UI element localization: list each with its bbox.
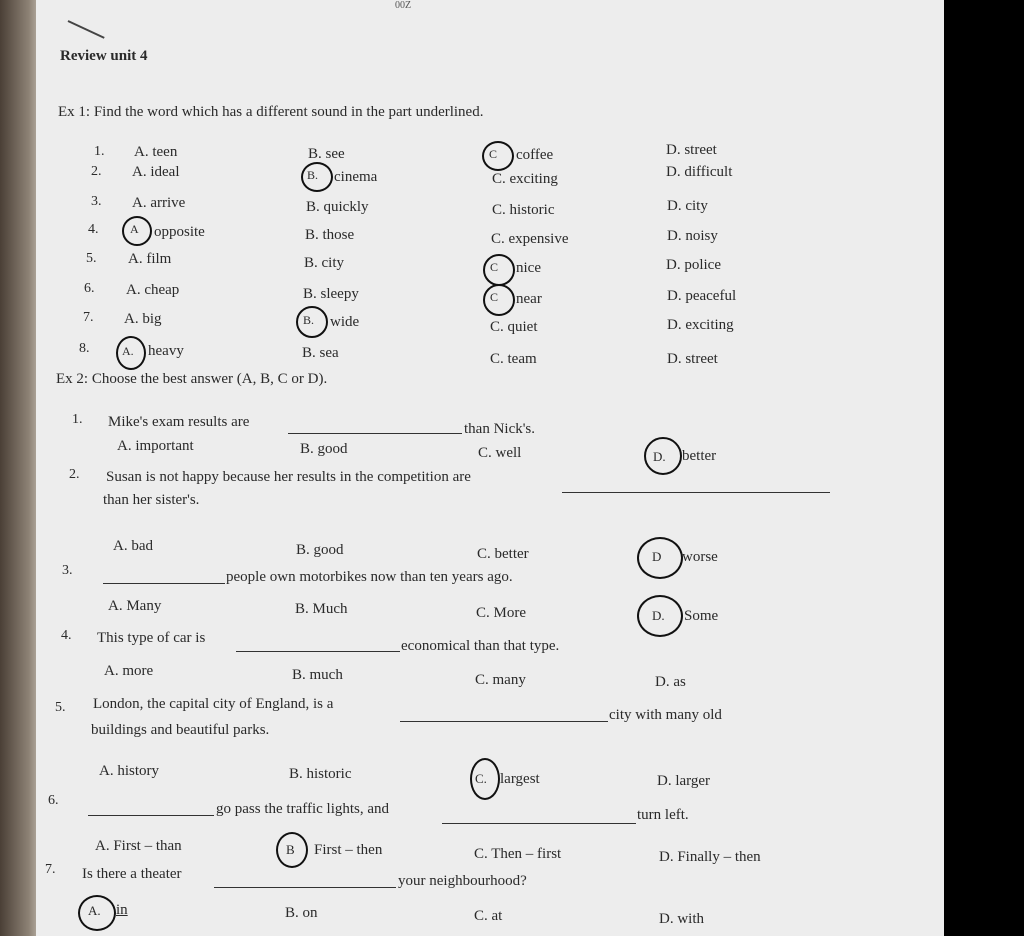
q2-option-d-letter: D xyxy=(652,549,662,564)
q6-text-post: turn left. xyxy=(637,807,689,823)
q6-text-mid: go pass the traffic lights, and xyxy=(216,801,390,817)
q5-option-d: D. larger xyxy=(657,773,711,789)
ex1-row5-number: 5. xyxy=(86,251,97,266)
ex1-row4-option-b: B. those xyxy=(305,227,355,243)
q1-option-b: B. good xyxy=(300,441,348,457)
ex1-row5-option-c-letter: C xyxy=(490,260,499,274)
q3-blank xyxy=(103,583,225,584)
answer-circle xyxy=(483,254,515,286)
ex1-row2-option-b: cinema xyxy=(334,169,378,185)
ex1-row6-option-b: B. sleepy xyxy=(303,286,359,302)
q4-blank xyxy=(236,651,400,652)
q4-number: 4. xyxy=(61,628,72,643)
q1-text-pre: Mike's exam results are xyxy=(108,414,250,430)
q7-option-a-letter: A. xyxy=(88,903,101,918)
q4-text-pre: This type of car is xyxy=(97,630,206,646)
q7-option-d: D. with xyxy=(659,911,704,927)
q5-option-b: B. historic xyxy=(289,766,352,782)
ex1-row6-option-c: near xyxy=(516,291,542,307)
ex1-row2-option-a: A. ideal xyxy=(132,164,180,180)
q7-text-post: your neighbourhood? xyxy=(398,873,527,889)
q5-number: 5. xyxy=(55,700,66,715)
q1-option-d: better xyxy=(682,448,717,464)
q2-option-b: B. good xyxy=(296,542,344,558)
q3-option-c: C. More xyxy=(476,605,526,621)
ex1-row2-option-c: C. exciting xyxy=(492,171,558,187)
ex1-row1-option-a: A. teen xyxy=(134,144,178,160)
ex1-row5-option-a: A. film xyxy=(128,251,172,267)
q4-text-post: economical than that type. xyxy=(401,638,560,654)
ex1-row7-number: 7. xyxy=(83,310,94,325)
q4-option-d: D. as xyxy=(655,674,686,690)
q4-option-a: A. more xyxy=(104,663,154,679)
ex1-row2-option-d: D. difficult xyxy=(666,164,733,180)
q5-text-line1: London, the capital city of England, is a xyxy=(93,696,334,712)
q2-option-a: A. bad xyxy=(113,538,153,554)
q5-text-line1-post: city with many old xyxy=(609,707,722,723)
q2-text-line2: than her sister's. xyxy=(103,492,200,508)
q1-blank xyxy=(288,433,462,434)
ex1-row8-option-a: heavy xyxy=(148,343,184,359)
ex1-row7-option-d: D. exciting xyxy=(667,317,734,333)
ex1-row3-option-c: C. historic xyxy=(492,202,555,218)
q7-option-b: B. on xyxy=(285,905,318,921)
q6-blank-2 xyxy=(442,823,636,824)
q6-number: 6. xyxy=(48,793,59,808)
q6-blank-1 xyxy=(88,815,214,816)
ex1-row3-option-d: D. city xyxy=(667,198,708,214)
q5-option-c: largest xyxy=(500,771,540,787)
ex1-row1-number: 1. xyxy=(94,144,105,159)
q2-text-line1: Susan is not happy because her results in the competition are xyxy=(106,469,471,485)
ex1-row4-option-a: opposite xyxy=(154,224,205,240)
ex1-row3-option-b: B. quickly xyxy=(306,199,369,215)
q6-option-d: D. Finally – then xyxy=(659,849,761,865)
q2-option-c: C. better xyxy=(477,546,529,562)
q3-option-a: A. Many xyxy=(108,598,162,614)
ex1-row5-option-c: nice xyxy=(516,260,541,276)
ex1-row6-option-a: A. cheap xyxy=(126,282,180,298)
q6-option-c: C. Then – first xyxy=(474,846,562,862)
ex1-row8-option-a-letter: A. xyxy=(122,344,134,358)
ex1-heading: Ex 1: Find the word which has a different sound in the part underlined. xyxy=(58,104,484,120)
q5-blank xyxy=(400,721,608,722)
ex2-heading: Ex 2: Choose the best answer (A, B, C or D). xyxy=(56,371,328,387)
ex1-row3-number: 3. xyxy=(91,194,102,209)
q6-option-b-letter: B xyxy=(286,842,295,857)
ex1-row8-number: 8. xyxy=(79,341,90,356)
q6-option-a: A. First – than xyxy=(95,838,182,854)
q7-blank xyxy=(214,887,396,888)
q2-blank xyxy=(562,492,830,493)
ex1-row7-option-b: wide xyxy=(330,314,360,330)
ex1-row1-option-d: D. street xyxy=(666,142,717,158)
answer-circle xyxy=(482,141,514,171)
q7-text-pre: Is there a theater xyxy=(82,866,182,882)
ex1-row4-number: 4. xyxy=(88,222,99,237)
q3-text-post: people own motorbikes now than ten years ago. xyxy=(226,569,513,585)
q1-option-a: A. important xyxy=(117,438,194,454)
ex1-row4-option-a-letter: A xyxy=(130,222,139,236)
q2-number: 2. xyxy=(69,467,80,482)
ex1-row5-option-d: D. police xyxy=(666,257,721,273)
ex1-row1-option-c-letter: C xyxy=(489,147,498,161)
ex1-row6-option-d: D. peaceful xyxy=(667,288,737,304)
q7-option-c: C. at xyxy=(474,908,503,924)
q3-option-b: B. Much xyxy=(295,601,348,617)
ex1-row7-option-b-letter: B. xyxy=(303,313,315,327)
ex1-row8-option-b: B. sea xyxy=(302,345,339,361)
ex1-row6-option-c-letter: C xyxy=(490,290,499,304)
q7-option-a: in xyxy=(116,902,128,918)
q1-text-post: than Nick's. xyxy=(464,421,536,437)
ex1-row4-option-c: C. expensive xyxy=(491,231,569,247)
answer-circle xyxy=(483,284,515,316)
q3-option-d-letter: D. xyxy=(652,608,665,623)
q7-number: 7. xyxy=(45,862,56,877)
q5-option-c-letter: C. xyxy=(475,771,487,786)
ex1-row3-option-a: A. arrive xyxy=(132,195,186,211)
q4-option-c: C. many xyxy=(475,672,526,688)
top-scribble: 00Z xyxy=(395,0,412,11)
ex1-row1-option-c: coffee xyxy=(516,147,554,163)
q6-option-b: First – then xyxy=(314,842,383,858)
q2-option-d: worse xyxy=(682,549,718,565)
ex1-row1-option-b: B. see xyxy=(308,146,345,162)
ex1-row7-option-a: A. big xyxy=(124,311,162,327)
q1-number: 1. xyxy=(72,412,83,427)
ex1-row4-option-d: D. noisy xyxy=(667,228,718,244)
q3-number: 3. xyxy=(62,563,73,578)
q1-option-c: C. well xyxy=(478,445,522,461)
q3-option-d: Some xyxy=(684,608,719,624)
ex1-row8-option-d: D. street xyxy=(667,351,718,367)
ex1-row6-number: 6. xyxy=(84,281,95,296)
q1-option-d-letter: D. xyxy=(653,449,666,464)
worksheet-title: Review unit 4 xyxy=(60,48,148,64)
ex1-row5-option-b: B. city xyxy=(304,255,344,271)
ex1-row7-option-c: C. quiet xyxy=(490,319,538,335)
q4-option-b: B. much xyxy=(292,667,343,683)
q5-text-line2: buildings and beautiful parks. xyxy=(91,722,270,738)
q5-option-a: A. history xyxy=(99,763,159,779)
ex1-row2-option-b-letter: B. xyxy=(307,168,319,182)
ex1-row8-option-c: C. team xyxy=(490,351,537,367)
ex1-row2-number: 2. xyxy=(91,164,102,179)
